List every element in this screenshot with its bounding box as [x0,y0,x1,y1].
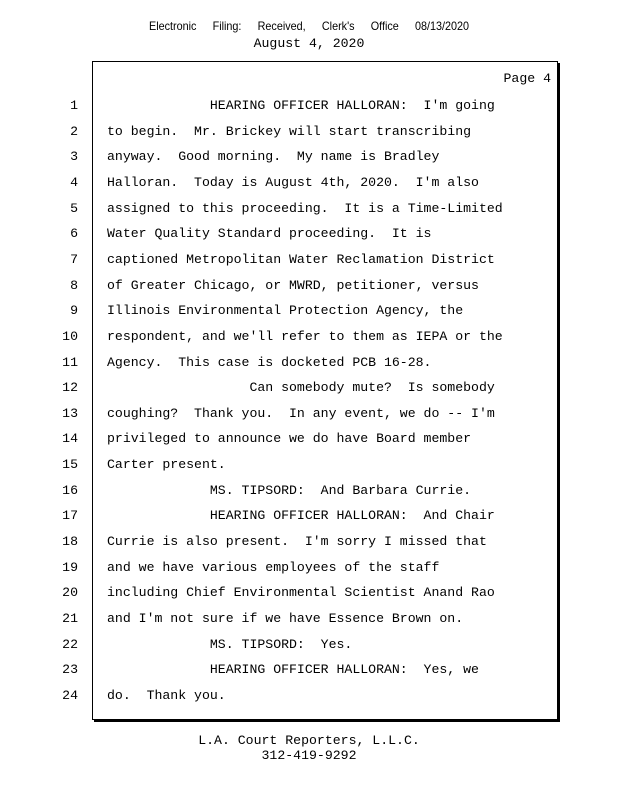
transcript-line [70,251,557,278]
page-number: Page 4 [503,71,551,86]
line-number: 10 [62,328,78,344]
transcript-line [62,636,557,663]
transcript-line [62,611,557,637]
line-text: Illinois Environmental Protection Agency, the [107,303,464,319]
stamp-word: Office [370,19,399,33]
line-number: 7 [70,251,78,267]
line-text: HEARING OFFICER HALLORAN: Yes, we [107,662,479,678]
line-number: 16 [62,482,78,498]
line-number: 21 [62,611,78,626]
line-text: to begin. Mr. Brickey will start transcribing [107,123,472,139]
transcript-line [62,457,557,483]
transcript-line [70,174,557,201]
line-text: Agency. This case is docketed PCB 16-28. [107,354,432,370]
transcript-line [62,508,557,534]
transcript-line [70,226,557,252]
transcript-line [62,431,557,457]
transcript-line [70,303,557,329]
line-text: MS. TIPSORD: Yes. [107,636,353,652]
stamp-word: Received, [257,19,306,33]
line-text: HEARING OFFICER HALLORAN: And Chair [107,508,495,524]
line-text: including Chief Environmental Scientist Anand Rao [107,585,495,601]
transcript-line [70,123,557,150]
line-number: 9 [70,303,78,319]
stamp-word: 08/13/2020 [414,19,470,33]
transcript-line [62,354,557,381]
reporter-phone: 312-419-9292 [261,748,357,763]
line-number: 4 [70,174,78,190]
line-text: coughing? Thank you. In any event, we do -- I'm [107,405,495,421]
line-number: 19 [62,559,78,575]
footer [0,733,618,763]
transcript-line [62,482,557,509]
transcript-page [62,61,558,720]
line-number: 17 [62,508,78,524]
transcript-line [62,534,557,560]
line-number: 24 [62,687,78,703]
line-number: 12 [62,380,78,396]
line-text: and I'm not sure if we have Essence Brown on. [107,611,464,626]
line-number: 3 [70,149,78,165]
stamp-word: Electronic [148,19,197,33]
transcript-line [70,200,557,227]
transcript-line [62,380,557,406]
line-number: 1 [70,98,78,113]
line-text: Halloran. Today is August 4th, 2020. I'm also [107,174,479,190]
line-number: 14 [62,431,78,447]
transcript-line [62,328,557,355]
stamp-word: Filing: [212,19,242,33]
line-number: 5 [70,200,78,216]
line-text: privileged to announce we do have Board member [107,431,472,447]
line-number: 23 [62,662,78,678]
transcript-line [62,405,557,432]
line-number: 18 [62,534,78,550]
transcript-line [62,585,557,611]
line-text: do. Thank you. [107,687,226,703]
transcript-date: August 4, 2020 [253,36,365,51]
transcript-line [70,149,557,175]
line-number: 6 [70,226,78,242]
line-number: 13 [62,405,78,421]
line-number: 8 [70,277,78,293]
transcript-line [62,559,557,586]
line-number: 20 [62,585,78,601]
line-text: and we have various employees of the staff [107,559,440,575]
transcript-line [70,277,557,304]
line-text: captioned Metropolitan Water Reclamation District [107,251,495,267]
transcript-line [70,98,557,124]
line-number: 11 [62,354,78,370]
stamp-word: Clerk's [321,19,355,33]
line-text: MS. TIPSORD: And Barbara Currie. [107,482,472,498]
line-text: Currie is also present. I'm sorry I missed that [107,534,487,550]
line-number: 15 [62,457,78,473]
reporter-company: L.A. Court Reporters, L.L.C. [198,733,420,748]
transcript-line [62,687,557,714]
line-number: 2 [70,123,78,139]
line-text: Water Quality Standard proceeding. It is [107,226,432,242]
line-text: of Greater Chicago, or MWRD, petitioner, versus [107,277,479,293]
filing-stamp [31,19,587,33]
line-text: assigned to this proceeding. It is a Time-Limited [107,200,503,216]
line-text: respondent, and we'll refer to them as IEPA or the [107,328,503,344]
line-text: anyway. Good morning. My name is Bradley [107,149,440,165]
line-text: Carter present. [107,457,226,473]
transcript-line [62,662,557,688]
line-number: 22 [62,636,78,652]
line-text: HEARING OFFICER HALLORAN: I'm going [107,98,495,113]
line-text: Can somebody mute? Is somebody [107,380,495,396]
